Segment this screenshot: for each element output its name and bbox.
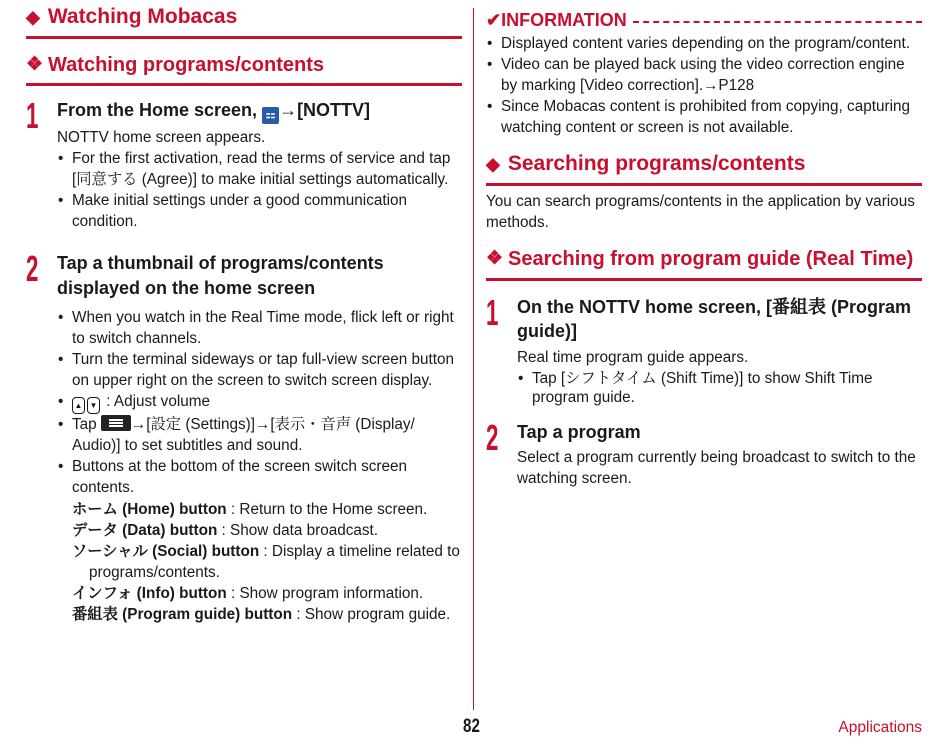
list-item: • Buttons at the bottom of the screen switch screen contents. — [57, 456, 462, 498]
heading-rule — [26, 36, 462, 39]
volume-up-key-icon: ▲ — [72, 397, 85, 414]
list-item: • For the first activation, read the terms of service and tap [同意する (Agree)] to make initial settings automatically. — [57, 148, 462, 190]
section-intro: You can search programs/contents in the application by various methods. — [486, 193, 915, 231]
button-desc-info: インフォ (Info) button : Show program information. — [72, 584, 424, 602]
diamond-icon: ◆ — [486, 154, 500, 174]
information-title: ✔INFORMATION — [486, 8, 922, 32]
step-body: Select a program currently being broadcast to switch to the watching screen. — [517, 448, 916, 487]
step-number: 2 — [486, 416, 499, 458]
sub-heading: ❖ Searching from program guide (Real Time) — [486, 248, 914, 270]
four-diamond-icon: ❖ — [26, 54, 44, 75]
step-title: Tap a program — [517, 421, 641, 442]
step-2 — [486, 416, 922, 489]
section-label: Applications — [838, 719, 922, 736]
step-1 — [26, 94, 462, 232]
step-2 — [26, 247, 462, 625]
step-title: From the Home screen, ⚏ →[NOTTV] — [57, 98, 462, 124]
heading-rule — [486, 183, 922, 186]
button-list — [57, 499, 462, 625]
step-number: 1 — [26, 94, 39, 136]
step-number: 1 — [486, 291, 499, 333]
button-desc-data: データ (Data) button : Show data broadcast. — [72, 521, 379, 539]
list-item: • Since Mobacas content is prohibited from copying, capturing watching content or screen is not available. — [486, 96, 922, 138]
list-item: • Turn the terminal sideways or tap full-view screen button on upper right on the screen to switch screen display. — [57, 349, 462, 391]
sub-heading: ❖ Watching programs/contents — [26, 54, 324, 76]
main-heading: ◆ Searching programs/contents — [486, 149, 922, 179]
list-item: • Make initial settings under a good communication condition. — [57, 190, 462, 232]
step-title: On the NOTTV home screen, [番組表 (Program guide)] — [517, 296, 912, 341]
sub-heading-rule — [486, 278, 922, 281]
list-item: • Tap [シフトタイム (Shift Time)] to show Shift Time program guide. — [517, 369, 922, 407]
list-item: • When you watch in the Real Time mode, flick left or right to switch channels. — [57, 307, 462, 349]
step-body: NOTTV home screen appears. — [57, 128, 266, 146]
left-column — [26, 0, 462, 625]
button-desc-program-guide: 番組表 (Program guide) button : Show program guide. — [72, 605, 451, 623]
main-heading: ◆ Watching Mobacas — [26, 2, 462, 32]
list-item: • Displayed content varies depending on the program/content. — [486, 33, 922, 54]
apps-grid-icon: ⚏ — [262, 107, 279, 124]
sub-heading-rule — [26, 83, 462, 86]
step-number: 2 — [26, 247, 39, 289]
step-title: Tap a thumbnail of programs/contents displayed on the home screen — [57, 252, 384, 298]
list-item: • ▲ ▼ : Adjust volume — [57, 391, 462, 414]
button-desc-social: ソーシャル (Social) button : Display a timeline related to programs/contents. — [72, 542, 460, 581]
diamond-icon: ◆ — [26, 7, 40, 27]
list-item: • Video can be played back using the video correction engine by marking [Video correction].→P128 — [486, 54, 922, 96]
button-desc-home: ホーム (Home) button : Return to the Home screen. — [72, 500, 428, 518]
menu-icon — [101, 415, 131, 431]
page-number: 82 — [463, 716, 480, 737]
step-body: Real time program guide appears. — [517, 348, 749, 366]
volume-down-key-icon: ▼ — [87, 397, 100, 414]
step-1 — [486, 291, 922, 407]
four-diamond-icon: ❖ — [486, 248, 504, 269]
information-box — [486, 0, 922, 138]
list-item: • Tap →[設定 (Settings)]→[表示・音声 (Display/ Audio)] to set subtitles and sound. — [57, 414, 462, 456]
right-column — [486, 0, 922, 489]
column-divider — [473, 8, 474, 710]
